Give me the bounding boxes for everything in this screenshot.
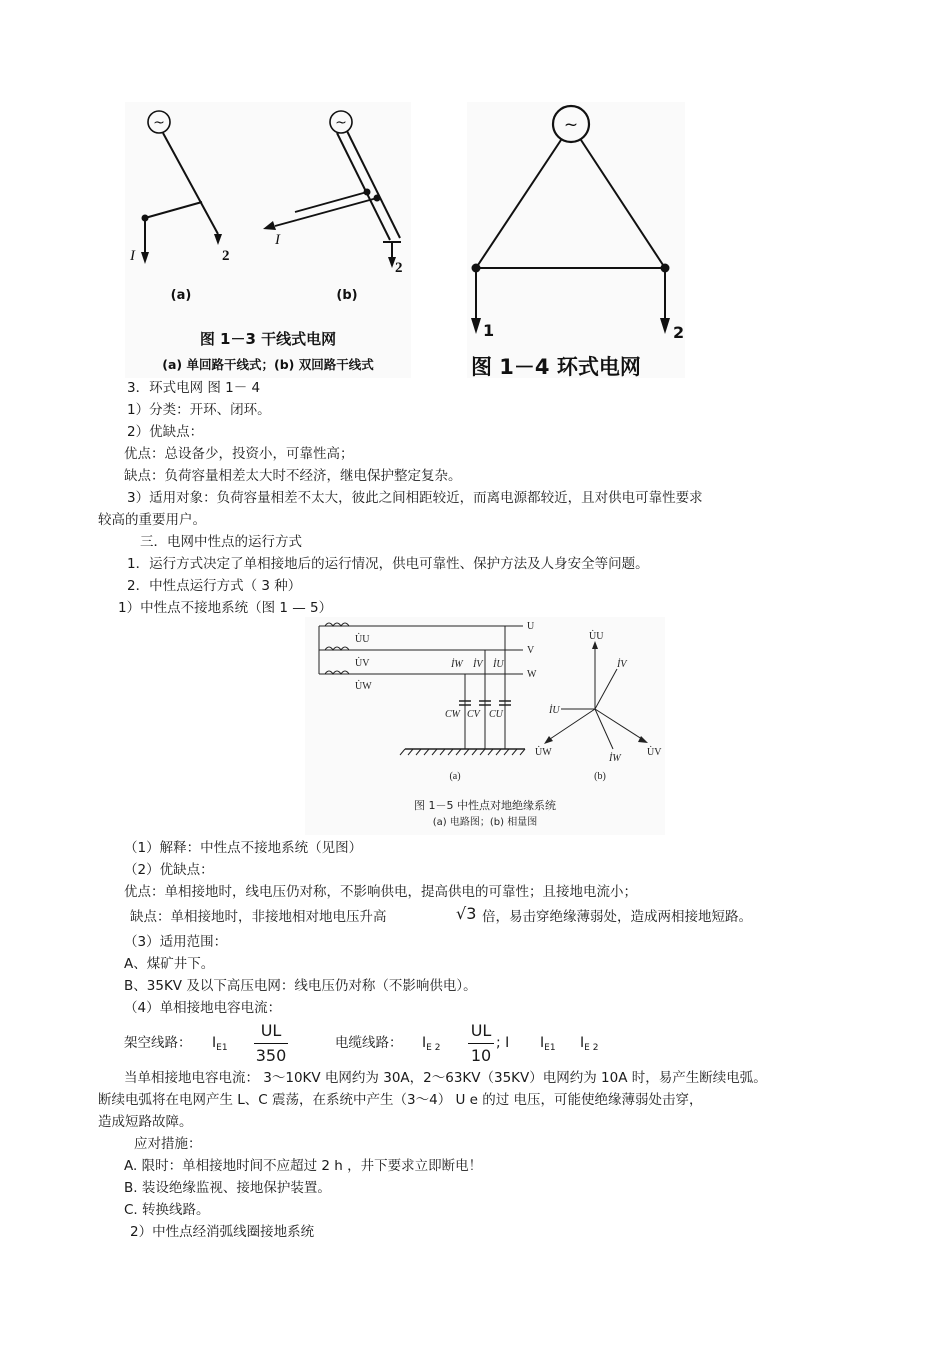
text-arc-2: 断续电弧将在电网产生 L、C 震荡，在系统中产生（3～4） U e 的过 电压，可能使绝缘薄弱处击穿，: [98, 1092, 703, 1108]
fraction-overhead-numerator: UL: [260, 1021, 282, 1040]
text-explanation: （1）解释：中性点不接地系统（见图）: [124, 840, 363, 856]
formula-ie2-symbol: I: [422, 1035, 427, 1051]
fraction-overhead-denominator: 350: [255, 1046, 287, 1065]
text-pros-cons-2: （2）优缺点：: [124, 862, 214, 878]
label-b: (b): [336, 288, 358, 303]
text-measure-a: A. 限时：单相接地时间不应超过 2 h ，井下要求立即断电！: [124, 1158, 483, 1174]
text-arc-coil-system: 2）中性点经消弧线圈接地系统: [130, 1224, 315, 1240]
text-countermeasures: 应对措施：: [134, 1136, 202, 1152]
text-classification: 1）分类：开环、闭环。: [127, 402, 271, 418]
text-applicable-1: 3）适用对象：负荷容量相差不太大，彼此之间相距较近，而离电源都较近，且对供电可靠性要求: [127, 490, 703, 506]
figure-1-3-title: 图 1－3 干线式电网: [199, 330, 337, 348]
text-scope-b: B、35KV 及以下高压电网：线电压仍对称（不影响供电）。: [124, 978, 477, 994]
formula-ie1: [212, 1035, 228, 1053]
text-measure-c: C. 转换线路。: [124, 1202, 210, 1218]
cap-cw: CW: [445, 709, 460, 720]
text-scope: （3）适用范围：: [124, 934, 228, 950]
label-a: (a): [170, 288, 192, 303]
load-label-2a: 2: [222, 248, 230, 264]
label-overhead-line: 架空线路：: [124, 1035, 192, 1051]
ph-uw: U̇W: [535, 747, 552, 758]
text-cons-2a: 缺点：单相接地时，非接地相对地电压升高: [130, 909, 387, 925]
current-iv: İV: [473, 659, 483, 670]
source-ring-symbol: ~: [563, 115, 579, 135]
formula-ie1-sub: E1: [216, 1043, 228, 1053]
fraction-cable: [468, 1021, 494, 1066]
formula-ie1-b: [540, 1035, 556, 1053]
ph-iv: İV: [617, 659, 627, 670]
formula-ie1-b-symbol: I: [540, 1035, 545, 1051]
ph-iw: İW: [609, 753, 621, 764]
ph-uv: U̇V: [647, 747, 662, 758]
formula-ie2-b-symbol: I: [580, 1035, 585, 1051]
fraction-cable-denominator: 10: [470, 1046, 492, 1065]
fraction-overhead: [254, 1021, 288, 1066]
section-neutral-point: 三．电网中性点的运行方式: [140, 534, 302, 550]
current-iu: İU: [493, 659, 504, 670]
formula-ie1-symbol: I: [212, 1035, 217, 1051]
src-uw: U̇W: [355, 681, 372, 692]
formula-ie2-sub: E 2: [426, 1043, 441, 1053]
bus-v: V: [527, 645, 535, 656]
cap-cv: CV: [467, 709, 480, 720]
figure-1-4: [467, 102, 685, 378]
text-arc-1: 当单相接地电容电流： 3～10KV 电网约为 30A，2～63KV（35KV）电网约为 10A 时，易产生断续电弧。: [124, 1070, 767, 1086]
fraction-cable-numerator: UL: [470, 1021, 492, 1040]
text-mode-2: 2．中性点运行方式（ 3 种）: [127, 578, 302, 594]
text-cons-2b: 倍，易击穿绝缘薄弱处，造成两相接地短路。: [482, 909, 752, 925]
ph-uu: U̇U: [589, 631, 604, 642]
text-pros-cons: 2）优缺点：: [127, 424, 204, 440]
figure-1-4-title: 图 1－4 环式电网: [471, 355, 641, 378]
load-label-2: 2: [673, 323, 685, 342]
load-label-2b: 2: [395, 260, 403, 276]
formula-ie1-b-sub: E1: [544, 1043, 556, 1053]
formula-ie2-b-sub: E 2: [584, 1043, 599, 1053]
figure-1-5: [305, 617, 665, 835]
text-measure-b: B. 装设绝缘监视、接地保护装置。: [124, 1180, 331, 1196]
label-cable-line: 电缆线路：: [335, 1035, 403, 1051]
text-scope-a: A、煤矿井下。: [124, 956, 215, 972]
src-uu: U̇U: [355, 634, 370, 645]
src-uv: U̇V: [355, 658, 370, 669]
figure-1-5-title: 图 1－5 中性点对地绝缘系统: [414, 799, 556, 812]
fig15-label-b: (b): [594, 771, 606, 782]
text-applicable-2: 较高的重要用户。: [98, 512, 206, 528]
load-label-1: 1: [483, 321, 495, 340]
text-pros-2: 优点：单相接地时，线电压仍对称，不影响供电，提高供电的可靠性；且接地电流小；: [124, 884, 637, 900]
source-a-symbol: ~: [153, 115, 165, 131]
figure-1-3-diagram: [125, 102, 411, 378]
text-arc-3: 造成短路故障。: [98, 1114, 193, 1130]
text-cons: 缺点：负荷容量相差太大时不经济，继电保护整定复杂。: [124, 468, 462, 484]
figure-1-4-diagram: [467, 102, 685, 378]
bus-u: U: [527, 621, 535, 632]
heading-ring-network: 3．环式电网 图 1－ 4: [127, 380, 261, 396]
formula-ie2: [422, 1035, 440, 1053]
load-label-1a: I: [130, 248, 135, 264]
formula-ie2-b: [580, 1035, 598, 1053]
current-iw: İW: [451, 659, 463, 670]
text-pros: 优点：总设备少，投资小，可靠性高；: [124, 446, 354, 462]
bus-w: W: [527, 669, 537, 680]
figure-1-5-diagram: [305, 617, 665, 835]
sqrt3-symbol: √3: [456, 904, 477, 923]
text-mode-1: 1．运行方式决定了单相接地后的运行情况，供电可靠性、保护方法及人身安全等问题。: [127, 556, 649, 572]
text-capacitive-current: （4）单相接地电容电流：: [124, 1000, 282, 1016]
text-ungrounded-system: 1）中性点不接地系统（图 1 — 5）: [118, 600, 333, 616]
cap-cu: CU: [489, 709, 503, 720]
fig15-label-a: (a): [449, 771, 461, 782]
ph-iu: İU: [549, 705, 560, 716]
figure-1-3-subtitle: (a) 单回路干线式；(b) 双回路干线式: [162, 357, 374, 372]
figure-1-5-subtitle: (a) 电路图；(b) 相量图: [432, 817, 538, 828]
formula-semicolon: ; I: [496, 1035, 510, 1051]
load-label-1b: I: [275, 232, 280, 248]
source-b-symbol: ~: [335, 115, 347, 131]
figure-1-3: [125, 102, 411, 378]
